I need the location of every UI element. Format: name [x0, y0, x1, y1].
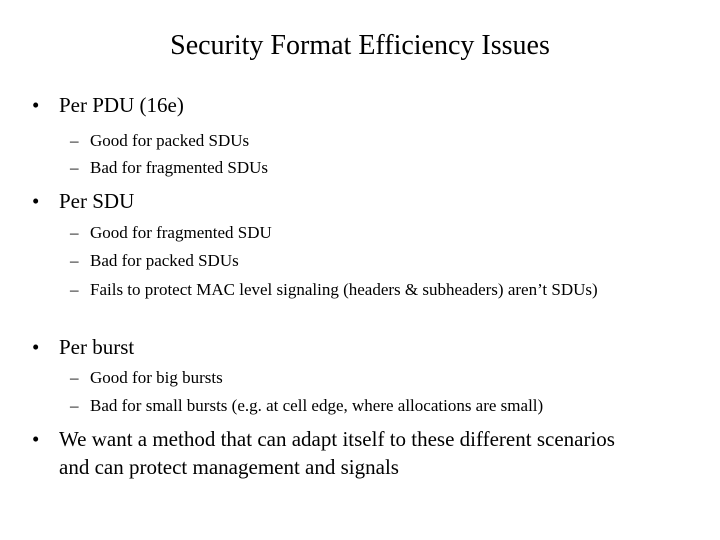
- sub-item-text: Fails to protect MAC level signaling (headers & subheaders) aren’t SDUs): [90, 280, 598, 299]
- bullet-text: Per burst: [59, 335, 135, 359]
- dash-icon: –: [70, 251, 79, 270]
- dash-icon: –: [70, 223, 79, 242]
- bullet-icon: •: [32, 93, 40, 117]
- bullet-text: We want a method that can adapt itself to these different scenarios and can protect management and signals: [59, 427, 615, 479]
- sub-item-text: Good for fragmented SDU: [90, 223, 272, 242]
- sub-item-text: Bad for small bursts (e.g. at cell edge, where allocations are small): [90, 396, 544, 415]
- bullet-icon: •: [32, 189, 40, 213]
- dash-icon: –: [70, 131, 79, 150]
- bullet-text: Per PDU (16e): [59, 93, 184, 117]
- sub-item-text: Bad for packed SDUs: [90, 251, 239, 270]
- dash-icon: –: [70, 396, 79, 415]
- sub-item-text: Good for big bursts: [90, 368, 223, 387]
- bullet-text: Per SDU: [59, 189, 135, 213]
- dash-icon: –: [70, 280, 79, 299]
- sub-item-text: Good for packed SDUs: [90, 131, 250, 150]
- bullet-icon: •: [32, 335, 40, 359]
- sub-item-text: Bad for fragmented SDUs: [90, 158, 268, 177]
- bullet-icon: •: [32, 427, 40, 451]
- slide-title: Security Format Efficiency Issues: [170, 30, 550, 61]
- dash-icon: –: [70, 368, 79, 387]
- dash-icon: –: [70, 158, 79, 177]
